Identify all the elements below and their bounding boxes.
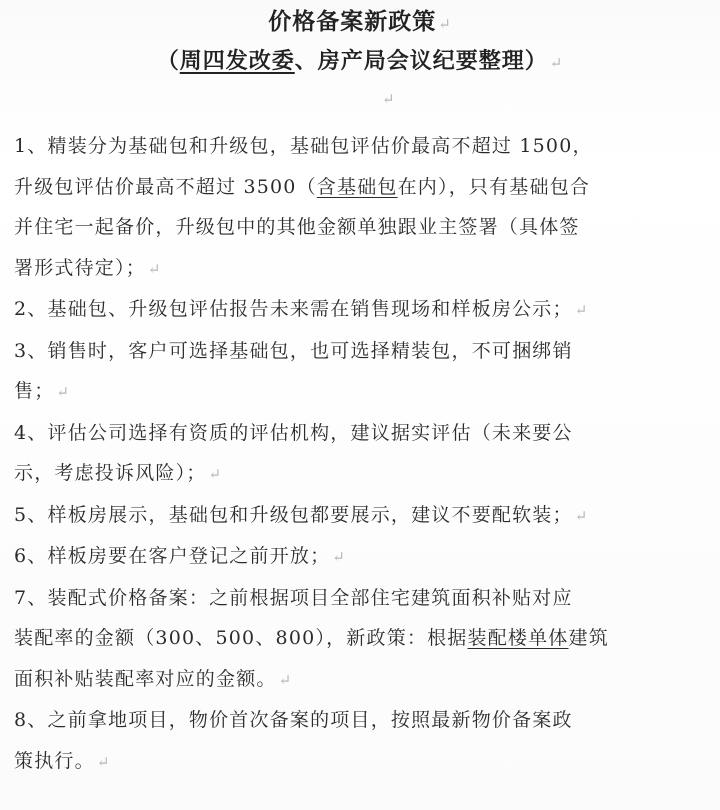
line-text: 并住宅一起备价，升级包中的其他金额单独跟业主签署（具体签 xyxy=(14,216,580,238)
line-text: 2、基础包、升级包评估报告未来需在销售现场和样板房公示； xyxy=(14,298,573,320)
subtitle-open: （ xyxy=(156,48,180,74)
item-4-line-2 xyxy=(14,453,714,495)
line-text: 升级包评估价最高不超过 3500（ xyxy=(14,175,317,198)
paragraph-mark-icon: ↵ xyxy=(438,15,452,33)
underlined-text: 装配楼单体 xyxy=(467,627,569,649)
item-7-line-1 xyxy=(14,578,714,619)
line-text: 署形式待定）； xyxy=(14,256,146,279)
document-title xyxy=(0,3,720,36)
paragraph-mark-icon: ↵ xyxy=(208,465,223,483)
paragraph-mark-icon: ↵ xyxy=(56,383,71,401)
paragraph-mark-icon: ↵ xyxy=(574,506,589,525)
item-6-line-1 xyxy=(14,536,714,578)
line-text: 策执行。 xyxy=(14,749,95,772)
item-1-line-2 xyxy=(14,167,714,208)
subtitle-org: 周四发改委 xyxy=(179,48,295,74)
item-1-line-4 xyxy=(14,248,714,290)
paragraph-mark-icon: ↵ xyxy=(549,54,564,72)
item-8-line-2 xyxy=(14,741,714,783)
item-3-line-1 xyxy=(14,331,714,372)
line-text: 售； xyxy=(14,380,55,402)
item-7-line-2 xyxy=(14,618,714,659)
line-text: 3、销售时，客户可选择基础包，也可选择精装包，不可捆绑销 xyxy=(14,339,573,362)
line-text: 8、之前拿地项目，物价首次备案的项目，按照最新物价备案政 xyxy=(14,709,573,731)
item-4-line-1 xyxy=(14,413,714,454)
line-text: 4、评估公司选择有资质的评估机构，建议据实评估（未来要公 xyxy=(14,421,573,444)
paragraph-mark-icon: ↵ xyxy=(96,752,111,771)
line-text: 建筑 xyxy=(568,627,609,649)
line-text: 装配率的金额（300、500、800），新政策：根据 xyxy=(14,627,468,649)
item-1-line-1 xyxy=(14,126,714,167)
item-2-line-1 xyxy=(14,289,714,331)
paragraph-mark-icon: ↵ xyxy=(382,90,395,108)
item-8-line-1 xyxy=(14,700,714,741)
item-3-line-2 xyxy=(14,371,714,413)
paragraph-mark-icon: ↵ xyxy=(278,670,293,689)
item-5-line-1 xyxy=(14,495,714,537)
document-subtitle xyxy=(0,44,720,75)
item-1-line-3 xyxy=(14,207,714,248)
paragraph-mark-icon: ↵ xyxy=(147,259,162,278)
line-text: 7、装配式价格备案：之前根据项目全部住宅建筑面积补贴对应 xyxy=(14,586,573,609)
title-text: 价格备案新政策 xyxy=(268,8,437,35)
item-7-line-3 xyxy=(14,659,714,701)
line-text: 在内），只有基础包合 xyxy=(397,175,591,198)
paragraph-mark-icon: ↵ xyxy=(574,301,589,319)
line-text: 1、精装分为基础包和升级包，基础包评估价最高不超过 1500， xyxy=(14,135,593,157)
underlined-text: 含基础包 xyxy=(316,175,398,198)
line-text: 示，考虑投诉风险）； xyxy=(14,462,207,484)
document-body xyxy=(14,126,714,782)
line-text: 5、样板房展示，基础包和升级包都要展示，建议不要配软装； xyxy=(14,503,573,526)
subtitle-rest: 、房产局会议纪要整理） xyxy=(294,48,548,74)
paragraph-mark-icon: ↵ xyxy=(332,548,347,566)
line-text: 6、样板房要在客户登记之前开放； xyxy=(14,545,331,567)
line-text: 面积补贴装配率对应的金额。 xyxy=(14,667,277,690)
